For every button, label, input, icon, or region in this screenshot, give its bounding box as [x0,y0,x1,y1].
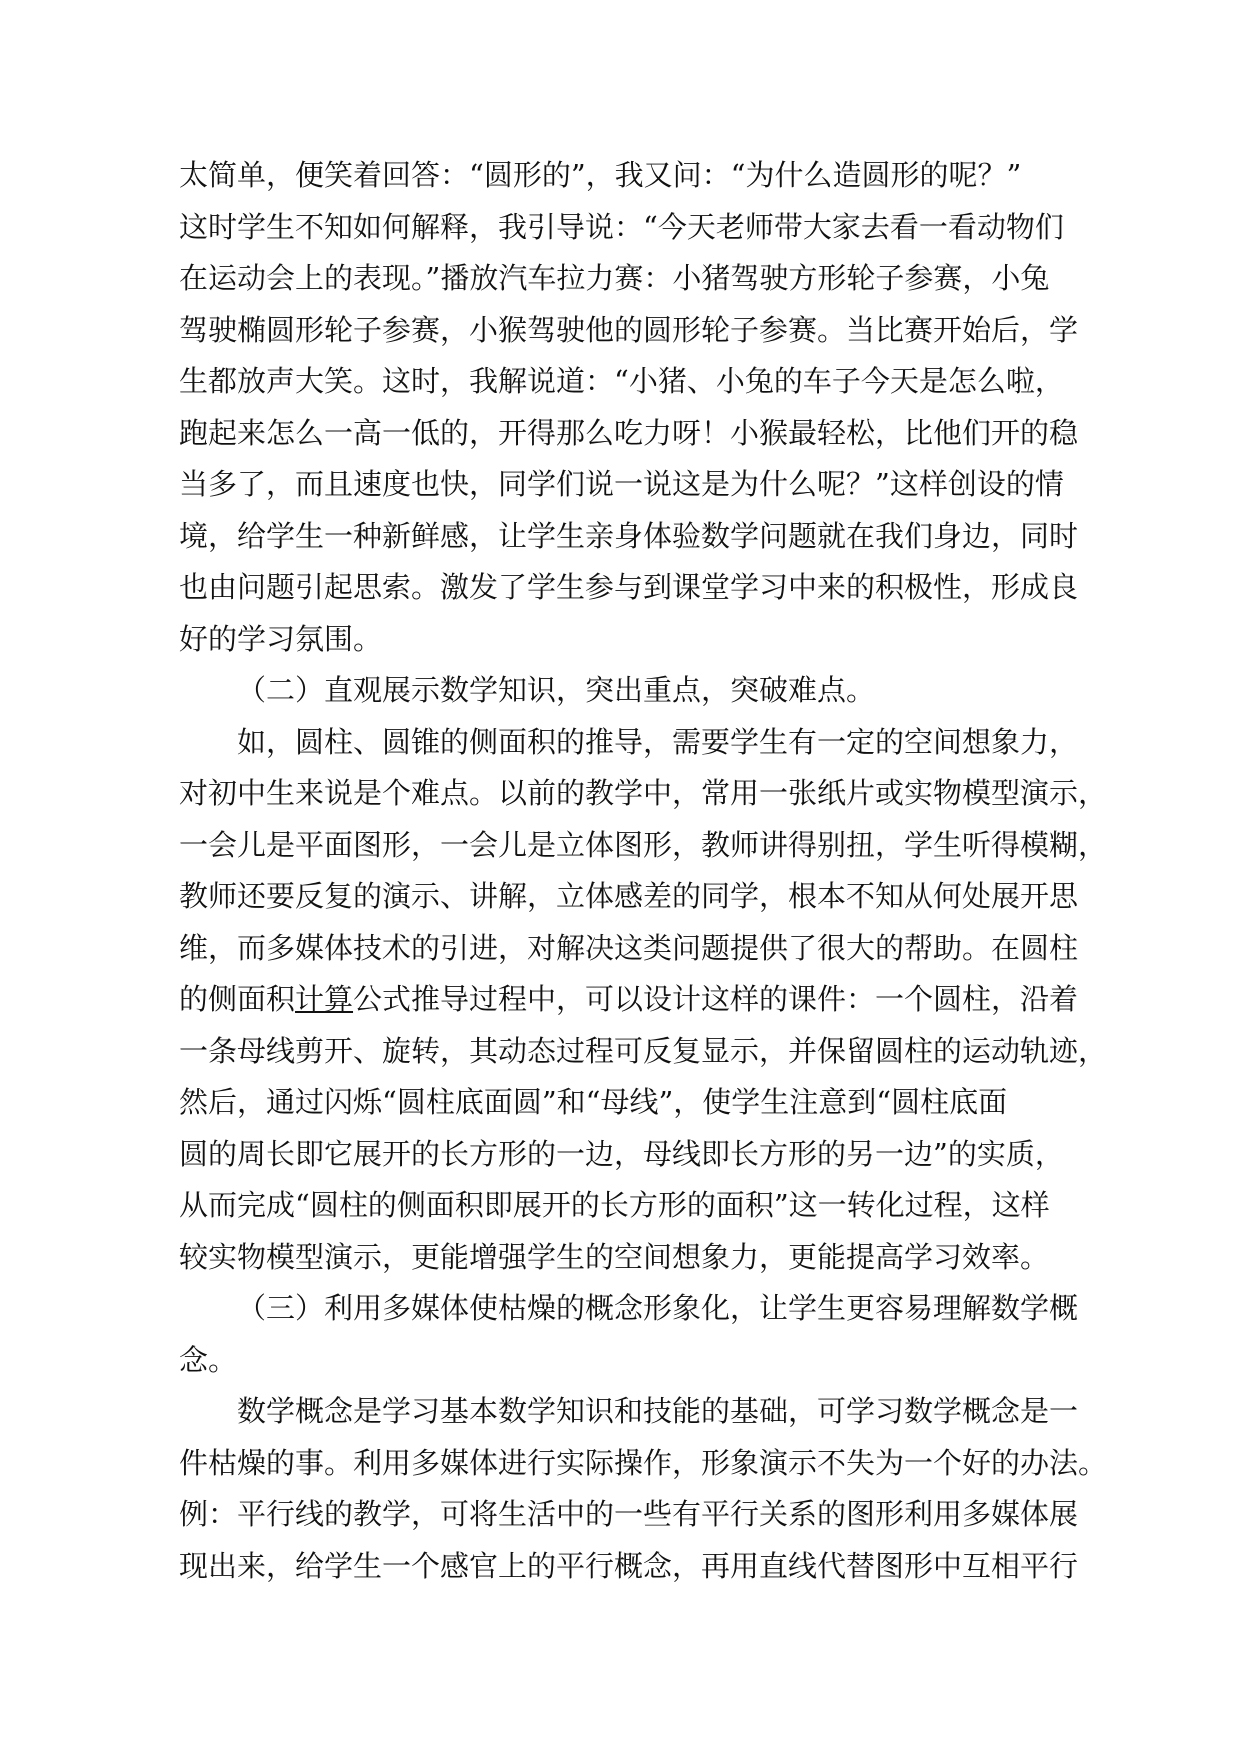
text-line: 太简单，便笑着回答：“圆形的”，我又问：“为什么造圆形的呢？” [179,158,1022,192]
text-line: 也由问题引起思索。激发了学生参与到课堂学习中来的积极性，形成良 [179,570,1079,604]
paragraph-2 [179,717,1108,1284]
text-line: 较实物模型演示，更能增强学生的空间想象力，更能提高学习效率。 [179,1239,1050,1274]
text-line: 这时学生不知如何解释，我引导说：“今天老师带大家去看一看动物们 [179,209,1064,244]
text-line: 例：平行线的教学，可将生活中的一些有平行关系的图形利用多媒体展 [179,1497,1079,1531]
text-line: 现出来，给学生一个感官上的平行概念，再用直线代替图形中互相平行 [179,1548,1079,1583]
text-line: 一会儿是平面图形，一会儿是立体图形，教师讲得别扭，学生听得模糊， [179,827,1108,862]
text-line: 然后，通过闪烁“圆柱底面圆”和“母线”，使学生注意到“圆柱底面 [179,1085,1008,1119]
paragraph-1 [179,150,1079,665]
text-line: 生都放声大笑。这时，我解说道：“小猪、小兔的车子今天是怎么啦， [179,364,1064,398]
text-line [179,974,1079,1026]
text-line: 驾驶椭圆形轮子参赛，小猴驾驶他的圆形轮子参赛。当比赛开始后，学 [179,312,1079,347]
text-line: 数学概念是学习基本数学知识和技能的基础，可学习数学概念是一 [237,1394,1079,1428]
heading-text: （三）利用多媒体使枯燥的概念形象化，让学生更容易理解数学概 [237,1291,1079,1325]
text-line: 在运动会上的表现。”播放汽车拉力赛：小猪驾驶方形轮子参赛，小兔 [179,261,1050,295]
text-line: 维，而多媒体技术的引进，对解决这类问题提供了很大的帮助。在圆柱 [179,930,1079,965]
text-line: 教师还要反复的演示、讲解，立体感差的同学，根本不知从何处展开思 [179,879,1079,913]
text-line: 从而完成“圆柱的侧面积即展开的长方形的面积”这一转化过程，这样 [179,1188,1050,1222]
paragraph-3 [179,1386,1108,1592]
text-line: 一条母线剪开、旋转，其动态过程可反复显示，并保留圆柱的运动轨迹， [179,1033,1108,1068]
text-line: 件枯燥的事。利用多媒体进行实际操作，形象演示不失为一个好的办法。 [179,1445,1108,1480]
text-line: 境，给学生一种新鲜感，让学生亲身体验数学问题就在我们身边，同时 [179,518,1079,553]
heading-text: 念。 [179,1342,238,1377]
section-heading-3 [179,1283,1079,1386]
section-heading-2 [179,665,1079,717]
text-line: 对初中生来说是个难点。以前的教学中，常用一张纸片或实物模型演示， [179,776,1108,810]
document-page [179,150,1108,1592]
text-line: 如，圆柱、圆锥的侧面积的推导，需要学生有一定的空间想象力， [237,724,1079,759]
text-line: 圆的周长即它展开的长方形的一边，母线即长方形的另一边”的实质， [179,1136,1064,1171]
heading-text: （二）直观展示数学知识，突出重点，突破难点。 [237,673,876,707]
text-segment: 公式推导过程中，可以设计这样的课件：一个圆柱，沿着 [353,982,1079,1016]
text-line: 跑起来怎么一高一低的，开得那么吃力呀！小猴最轻松，比他们开的稳 [179,415,1079,450]
text-segment: 的侧面积 [179,982,296,1016]
text-line: 当多了，而且速度也快，同学们说一说这是为什么呢？”这样创设的情 [179,467,1064,501]
underlined-term: 计算 [295,982,354,1016]
text-line: 好的学习氛围。 [179,621,383,656]
